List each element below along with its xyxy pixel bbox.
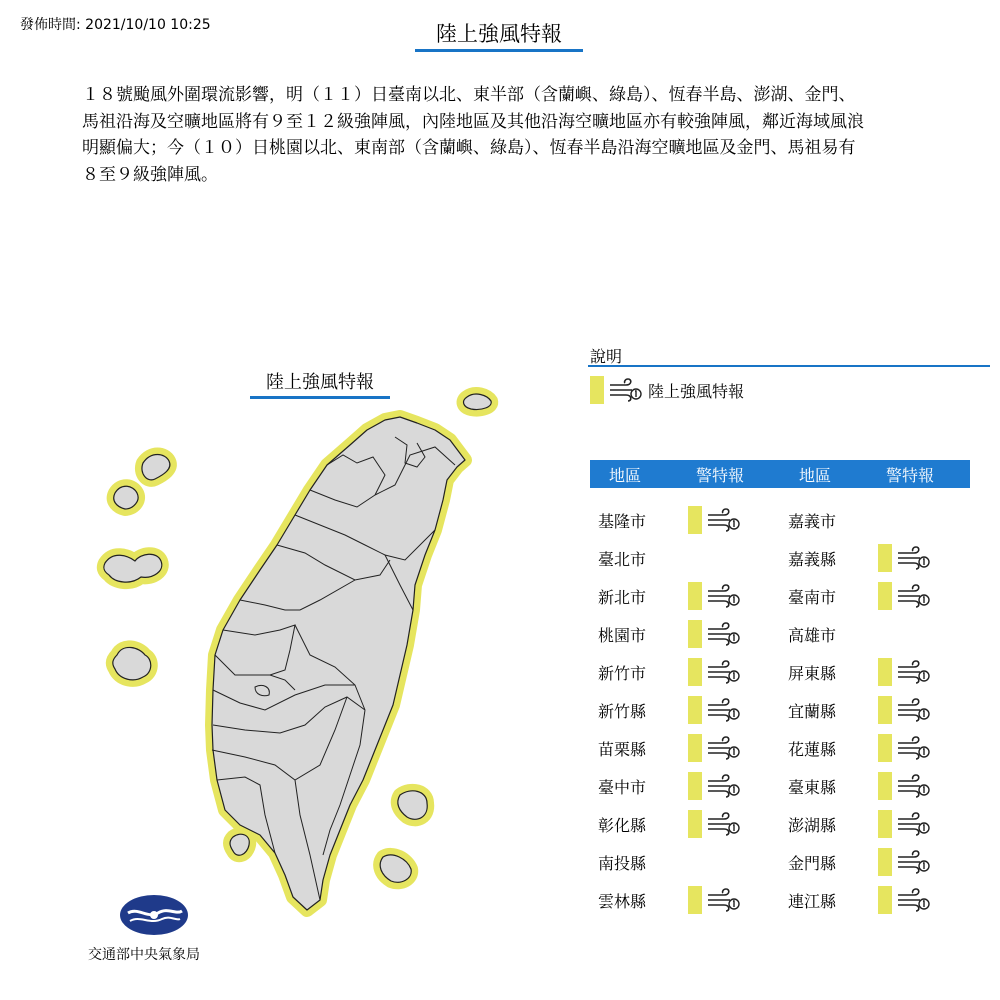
warning-indicator <box>688 620 740 648</box>
region-name: 新竹市 <box>598 663 647 683</box>
strong-wind-icon <box>706 888 740 912</box>
strong-wind-icon <box>706 660 740 684</box>
strong-wind-icon <box>896 850 930 874</box>
strong-wind-icon <box>706 508 740 532</box>
table-row <box>590 505 740 535</box>
region-name: 基隆市 <box>598 511 647 531</box>
table-row <box>590 885 740 915</box>
table-row <box>590 847 688 877</box>
strong-wind-icon <box>896 698 930 722</box>
warning-indicator <box>688 810 740 838</box>
column-header-warning: 警特報 <box>695 465 744 485</box>
strong-wind-icon <box>706 736 740 760</box>
table-row <box>780 809 930 839</box>
region-name: 嘉義市 <box>788 511 837 531</box>
region-name: 嘉義縣 <box>788 549 837 569</box>
warning-indicator <box>878 582 930 610</box>
table-row <box>780 771 930 801</box>
strong-wind-icon <box>896 546 930 570</box>
warning-color-swatch <box>688 506 702 534</box>
strong-wind-icon <box>608 378 642 402</box>
warning-color-swatch <box>878 544 892 572</box>
region-name: 新北市 <box>598 587 647 607</box>
table-row <box>780 581 930 611</box>
page-title: 陸上強風特報 <box>415 18 583 52</box>
table-row <box>590 619 740 649</box>
warning-indicator <box>878 696 930 724</box>
taiwan-warning-map <box>95 385 505 945</box>
strong-wind-icon <box>896 812 930 836</box>
map-title: 陸上強風特報 <box>250 368 390 399</box>
table-row <box>780 657 930 687</box>
warning-indicator <box>878 772 930 800</box>
warning-table-left <box>590 460 780 911</box>
region-name: 臺中市 <box>598 777 647 797</box>
warning-color-swatch <box>688 810 702 838</box>
region-name: 臺北市 <box>598 549 647 569</box>
region-name: 南投縣 <box>598 853 647 873</box>
table-row <box>590 771 740 801</box>
table-row <box>780 695 930 725</box>
warning-color-swatch <box>878 658 892 686</box>
description-line: １８號颱風外圍環流影響，明（１１）日臺南以北、東半部（含蘭嶼、綠島）、恆春半島、澎湖、金門、 <box>82 85 856 105</box>
strong-wind-icon <box>896 774 930 798</box>
table-row <box>590 733 740 763</box>
table-row <box>590 695 740 725</box>
region-name: 新竹縣 <box>598 701 647 721</box>
region-name: 彰化縣 <box>598 815 647 835</box>
warning-table-right <box>780 460 970 911</box>
warning-indicator <box>688 582 740 610</box>
strong-wind-icon <box>706 774 740 798</box>
strong-wind-icon <box>706 698 740 722</box>
table-header <box>590 460 780 488</box>
region-name: 高雄市 <box>788 625 837 645</box>
warning-color-swatch <box>878 886 892 914</box>
region-name: 金門縣 <box>788 853 837 873</box>
region-name: 澎湖縣 <box>788 815 837 835</box>
legend-item <box>590 376 744 404</box>
warning-color-swatch <box>688 734 702 762</box>
description-line: ８至９級強陣風。 <box>82 164 218 185</box>
table-row <box>780 885 930 915</box>
legend-title: 說明 <box>590 347 623 366</box>
table-row <box>590 657 740 687</box>
issued-time: 發佈時間: 2021/10/10 10:25 <box>20 17 211 33</box>
warning-indicator <box>688 772 740 800</box>
strong-wind-icon <box>706 622 740 646</box>
table-row <box>780 847 930 877</box>
region-name: 臺東縣 <box>788 777 837 797</box>
region-name: 屏東縣 <box>788 663 837 683</box>
warning-color-swatch <box>688 696 702 724</box>
strong-wind-icon <box>896 736 930 760</box>
warning-indicator <box>688 696 740 724</box>
warning-indicator <box>878 734 930 762</box>
strong-wind-icon <box>706 584 740 608</box>
strong-wind-icon <box>896 888 930 912</box>
warning-color-swatch <box>688 886 702 914</box>
table-header <box>780 460 970 488</box>
warning-color-swatch <box>878 810 892 838</box>
warning-indicator <box>878 810 930 838</box>
table-row <box>780 505 878 535</box>
warning-color-swatch <box>688 658 702 686</box>
column-header-region: 地區 <box>798 465 831 485</box>
warning-color-swatch <box>878 772 892 800</box>
warning-indicator <box>878 886 930 914</box>
region-name: 桃園市 <box>598 625 647 645</box>
agency-name: 交通部中央氣象局 <box>88 947 200 963</box>
warning-indicator <box>688 658 740 686</box>
warning-color-swatch <box>688 582 702 610</box>
warning-color-swatch <box>878 734 892 762</box>
warning-indicator <box>688 886 740 914</box>
warning-color-swatch <box>878 848 892 876</box>
table-row <box>590 581 740 611</box>
warning-indicator <box>878 544 930 572</box>
region-name: 臺南市 <box>788 587 837 607</box>
table-row <box>780 543 930 573</box>
region-name: 連江縣 <box>788 891 837 911</box>
warning-indicator <box>878 848 930 876</box>
warning-color-swatch <box>878 696 892 724</box>
strong-wind-icon <box>896 584 930 608</box>
warning-indicator <box>688 734 740 762</box>
region-name: 花蓮縣 <box>788 739 837 759</box>
strong-wind-icon <box>896 660 930 684</box>
cwb-logo <box>118 893 190 937</box>
warning-description <box>82 82 922 188</box>
description-line: 明顯偏大；今（１０）日桃園以北、東南部（含蘭嶼、綠島）、恆春半島沿海空曠地區及金門、馬祖易有 <box>82 138 856 158</box>
legend-label: 陸上強風特報 <box>648 381 745 401</box>
description-line: 馬祖沿海及空曠地區將有９至１２級強陣風，內陸地區及其他沿海空曠地區亦有較強陣風，鄰近海域風浪 <box>82 111 864 132</box>
table-row <box>590 543 688 573</box>
region-name: 雲林縣 <box>598 891 647 911</box>
strong-wind-icon <box>706 812 740 836</box>
column-header-warning: 警特報 <box>885 465 934 485</box>
table-row <box>780 619 878 649</box>
warning-color-swatch <box>878 582 892 610</box>
warning-indicator <box>688 506 740 534</box>
table-row <box>780 733 930 763</box>
warning-color-swatch <box>688 620 702 648</box>
legend-divider <box>588 365 990 367</box>
warning-color-swatch <box>590 376 604 404</box>
taiwan-land <box>104 394 491 910</box>
region-name: 宜蘭縣 <box>788 701 837 721</box>
column-header-region: 地區 <box>608 465 641 485</box>
region-name: 苗栗縣 <box>598 739 647 759</box>
warning-indicator <box>878 658 930 686</box>
warning-color-swatch <box>688 772 702 800</box>
table-row <box>590 809 740 839</box>
